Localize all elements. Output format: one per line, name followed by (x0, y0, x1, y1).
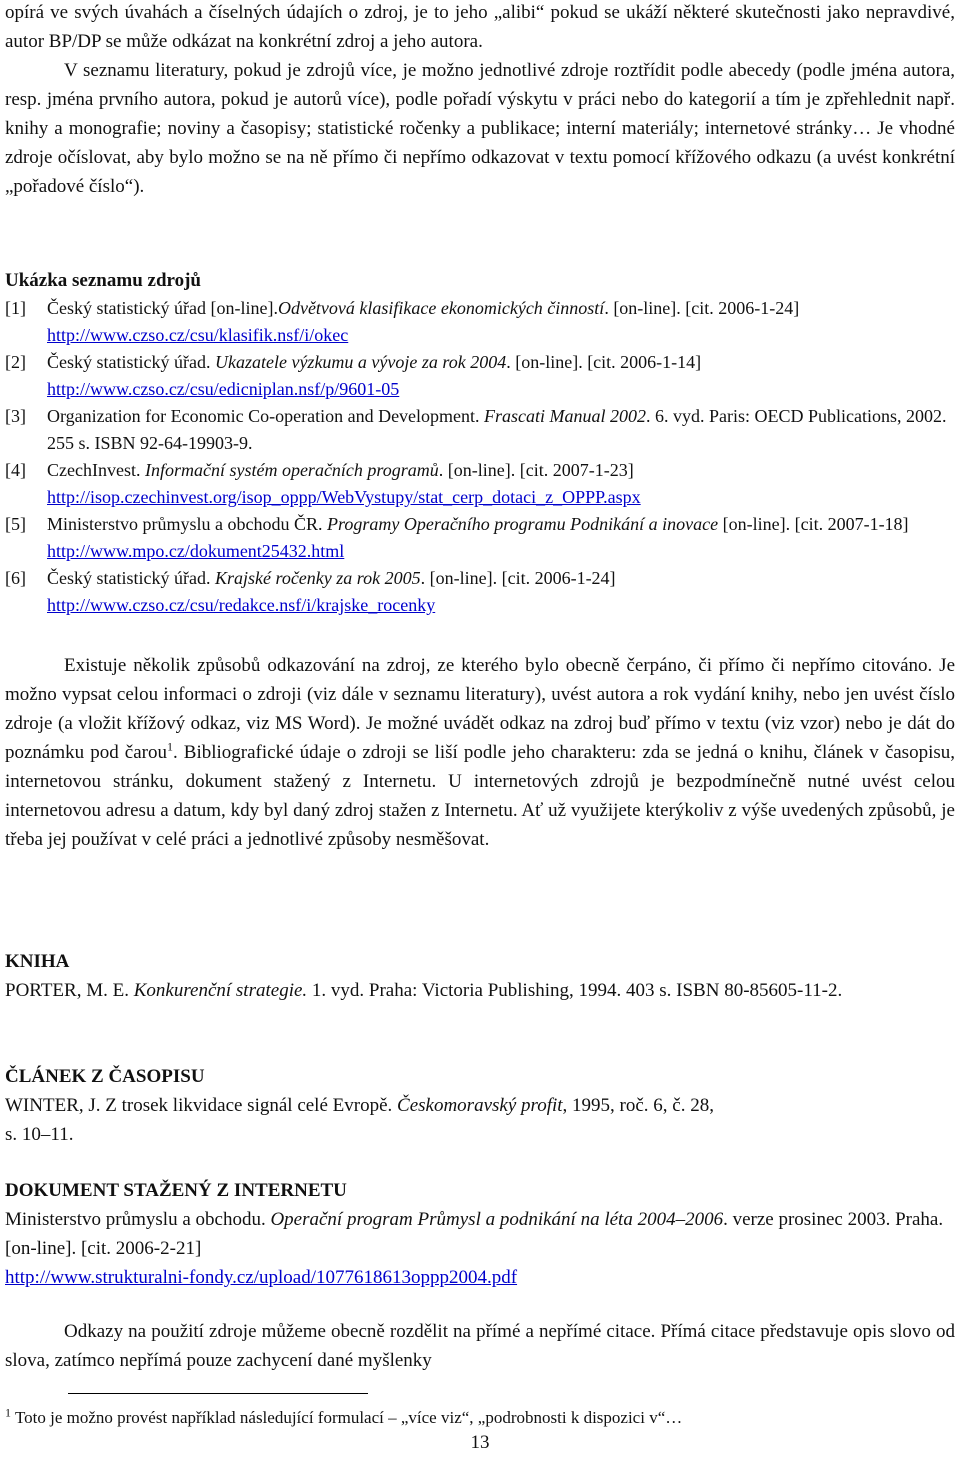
reference-link[interactable]: http://www.mpo.cz/dokument25432.html (47, 541, 345, 561)
article-details: , 1995, roč. 6, č. 28, (562, 1095, 714, 1116)
reference-item (5, 511, 955, 565)
reference-body (47, 457, 955, 511)
download-details: . verze prosinec 2003. Praha. [on-line]. [cit. 2006-2-21] (5, 1209, 944, 1259)
reference-item (5, 295, 955, 349)
reference-number: [1] (5, 298, 26, 318)
reference-title: Programy Operačního programu Podnikání a inovace (327, 514, 719, 534)
reference-details: . [on-line]. [cit. 2006-1-24] (604, 298, 800, 318)
reference-title: Ukazatele výzkumu a vývoje za rok 2004 (214, 352, 507, 372)
reference-details: . 6. vyd. Paris: OECD Publications, 2002. 255 s. ISBN 92-64-19903-9. (47, 406, 947, 453)
footnote-text: Toto je možno provést například následující formulací – „více viz“, „podrobnosti k dispozici v“… (11, 1408, 683, 1427)
book-details: 1. vyd. Praha: Victoria Publishing, 1994. 403 s. ISBN 80-85605-11-2. (307, 980, 843, 1001)
book-citation (5, 976, 955, 1005)
reference-title: Krajské ročenky za rok 2005 (214, 568, 421, 588)
reference-number: [6] (5, 568, 26, 588)
download-citation (5, 1205, 955, 1263)
list-paragraph: V seznamu literatury, pokud je zdrojů více, je možno jednotlivé zdroje roztřídit podle abecedy (podle jména autora, resp. jména prvního autora, pokud je autorů více), podle pořadí výskytu v práci nebo do kategorií a tím je zpřehlednit např. knihy a monografie; noviny a časopisy; statistické ročenky a publikace; interní materiály; internetové stránky… Je vhodné zdroje očíslovat, aby bylo možno se na ně přímo či nepřímo odkazovat v textu pomocí křížového odkazu (a uvést konkrétní „pořadové číslo“). (5, 60, 955, 197)
book-heading: KNIHA (5, 951, 70, 972)
reference-authors: Český statistický úřad. (47, 568, 215, 588)
download-link-line (5, 1263, 955, 1292)
reference-body (47, 349, 955, 403)
article-citation (5, 1091, 955, 1120)
reference-link[interactable]: http://www.czso.cz/csu/klasifik.nsf/i/okec (47, 325, 349, 345)
reference-body (47, 295, 955, 349)
methods-text-continued: . Bibliografické údaje o zdroji se liší podle jeho charakteru: zda se jedná o knihu, článek v časopisu, internetovou stránku, dokument stažený z Internetu. U internetových zdrojů je bezpodmínečně nutné uvést celou internetovou adresu a datum, kdy byl daný zdroj stažen z Internetu. Ať už využijete kterýkoliv z výše uvedených způsobů, je třeba jej používat v celé práci a jednotlivé způsoby nesměšovat. (5, 742, 955, 850)
reference-body (47, 565, 955, 619)
reference-list (5, 295, 955, 619)
article-example (5, 1063, 955, 1149)
reference-link[interactable]: http://www.czso.cz/csu/redakce.nsf/i/krajske_rocenky (47, 595, 436, 615)
reference-link[interactable]: http://isop.czechinvest.org/isop_oppp/WebVystupy/stat_cerp_dotaci_z_OPPP.aspx (47, 487, 641, 507)
reference-link[interactable]: http://www.czso.cz/csu/edicniplan.nsf/p/9601-05 (47, 379, 400, 399)
book-example (5, 948, 955, 1005)
page-number: 13 (470, 1432, 490, 1453)
reference-body (47, 403, 955, 457)
citations-paragraph: Odkazy na použití zdroje můžeme obecně rozdělit na přímé a nepřímé citace. Přímá citace představuje opis slovo od slova, zatímco nepřímá pouze zachycení dané myšlenky (5, 1321, 955, 1371)
reference-title: Odvětvová klasifikace ekonomických činností (277, 298, 605, 318)
download-example (5, 1177, 955, 1292)
reference-item (5, 457, 955, 511)
reference-details: . [on-line]. [cit. 2006-1-14] (506, 352, 702, 372)
reference-details: . [on-line]. [cit. 2006-1-24] (420, 568, 616, 588)
reference-number: [2] (5, 352, 26, 372)
book-author: PORTER, M. E. (5, 980, 134, 1001)
article-author-title: WINTER, J. Z trosek likvidace signál celé Evropě. (5, 1095, 398, 1116)
reference-item (5, 565, 955, 619)
reference-item (5, 349, 955, 403)
methods-text: Existuje několik způsobů odkazování na zdroj, ze kterého bylo obecně čerpáno, či přímo či nepřímo citováno. Je možno vypsat celou informaci o zdroji (viz dále v seznamu literatury), uvést autora a rok vydání knihy, nebo jen uvést číslo zdroje (a vložit křížový odkaz, viz MS Word). Je možné uvádět odkaz na zdroj buď přímo v textu (viz vzor) nebo je dát do poznámku pod čarou (5, 655, 955, 763)
reference-authors: CzechInvest. (47, 460, 145, 480)
reference-body (47, 511, 955, 565)
reference-details: . [on-line]. [cit. 2007-1-23] (438, 460, 634, 480)
footnote (5, 1407, 955, 1429)
reference-number: [4] (5, 460, 26, 480)
methods-paragraph (5, 651, 955, 854)
journal-title: Českomoravský profit (397, 1095, 563, 1116)
reference-authors: Český statistický úřad [on-line]. (47, 298, 278, 318)
reference-item (5, 403, 955, 457)
download-heading: DOKUMENT STAŽENÝ Z INTERNETU (5, 1180, 347, 1201)
footnote-number: 1 (5, 1405, 11, 1420)
article-pages: s. 10–11. (5, 1124, 74, 1145)
download-author: Ministerstvo průmyslu a obchodu. (5, 1209, 271, 1230)
article-heading: ČLÁNEK Z ČASOPISU (5, 1066, 205, 1087)
reference-title: Informační systém operačních programů (144, 460, 439, 480)
download-title: Operační program Průmysl a podnikání na léta 2004–2006 (270, 1209, 724, 1230)
reference-details: [on-line]. [cit. 2007-1-18] (718, 514, 909, 534)
intro-paragraph: opírá ve svých úvahách a číselných údajích o zdroj, je to jeho „alibi“ pokud se ukáží některé skutečnosti jako nepravdivé, autor BP/DP se může odkázat na konkrétní zdroj a jeho autora. (5, 2, 955, 52)
reference-authors: Český statistický úřad. (47, 352, 215, 372)
reference-authors: Organization for Economic Co-operation and Development. (47, 406, 485, 426)
footnote-divider (68, 1393, 368, 1394)
reference-number: [5] (5, 514, 26, 534)
reference-authors: Ministerstvo průmyslu a obchodu ČR. (47, 514, 327, 534)
reference-title: Frascati Manual 2002 (484, 406, 647, 426)
book-title: Konkurenční strategie. (133, 980, 308, 1001)
download-link[interactable]: http://www.strukturalni-fondy.cz/upload/1077618613oppp2004.pdf (5, 1267, 518, 1288)
footnote-reference[interactable]: 1 (166, 739, 173, 754)
sample-heading: Ukázka seznamu zdrojů (5, 270, 201, 291)
reference-number: [3] (5, 406, 26, 426)
